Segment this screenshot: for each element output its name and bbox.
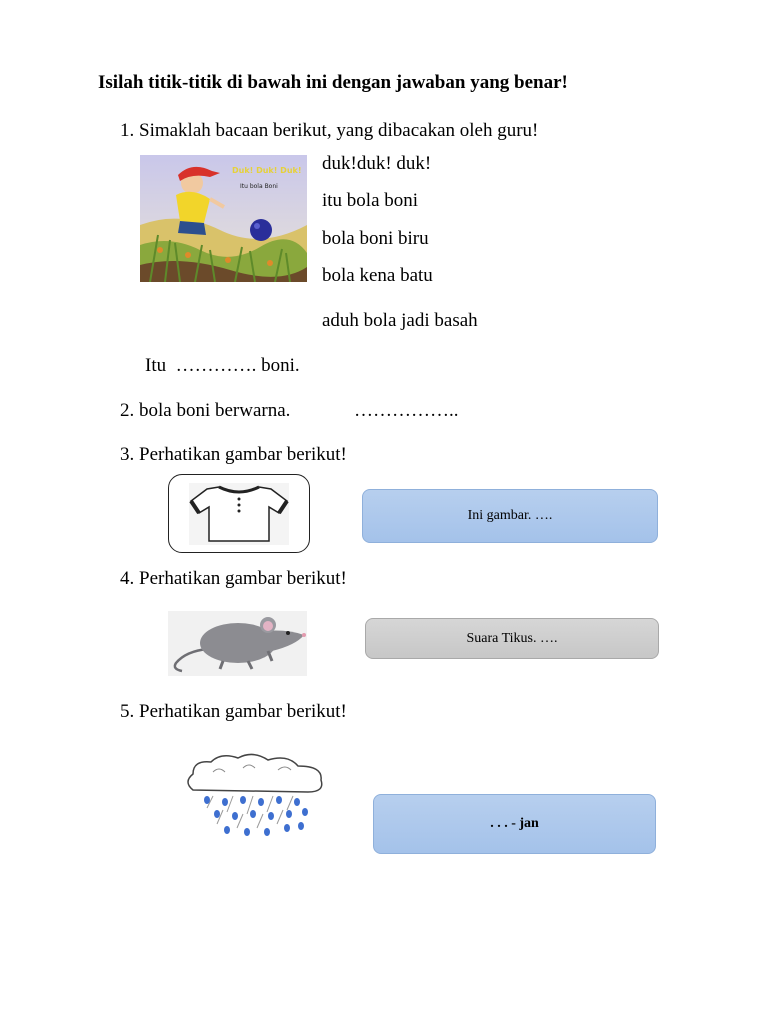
rain-cloud-image (183, 752, 326, 840)
book-cover-subtitle: Itu bola Boni (240, 183, 278, 190)
question-1-prompt: 1. Simaklah bacaan berikut, yang dibacakan oleh guru! (120, 120, 539, 141)
rain-cloud-icon (183, 752, 326, 840)
question-2-blank: …………….. (354, 400, 459, 421)
mouse-image (168, 611, 307, 676)
tshirt-icon (169, 475, 309, 552)
answer-box-4[interactable]: Suara Tikus. …. (365, 618, 659, 659)
book-cover-title: Duk! Duk! Duk! (232, 166, 302, 175)
question-2-text: 2. bola boni berwarna. (120, 400, 291, 421)
poem-line: aduh bola jadi basah (322, 310, 478, 331)
tshirt-image-frame (168, 474, 310, 553)
poem-line: itu bola boni (322, 190, 419, 211)
question-3-prompt: 3. Perhatikan gambar berikut! (120, 444, 347, 465)
book-cover-image (140, 155, 307, 282)
poem-line: bola boni biru (322, 228, 429, 249)
answer-box-5[interactable]: . . . - jan (373, 794, 656, 854)
poem-line: bola kena batu (322, 265, 433, 286)
mouse-icon (168, 611, 307, 676)
question-4-prompt: 4. Perhatikan gambar berikut! (120, 568, 347, 589)
poem-line: duk!duk! duk! (322, 153, 432, 174)
worksheet-title: Isilah titik-titik di bawah ini dengan jawaban yang benar! (98, 72, 568, 93)
question-5-prompt: 5. Perhatikan gambar berikut! (120, 701, 347, 722)
question-1-fill-blank: Itu …………. boni. (145, 355, 300, 376)
answer-box-3[interactable]: Ini gambar. …. (362, 489, 658, 543)
